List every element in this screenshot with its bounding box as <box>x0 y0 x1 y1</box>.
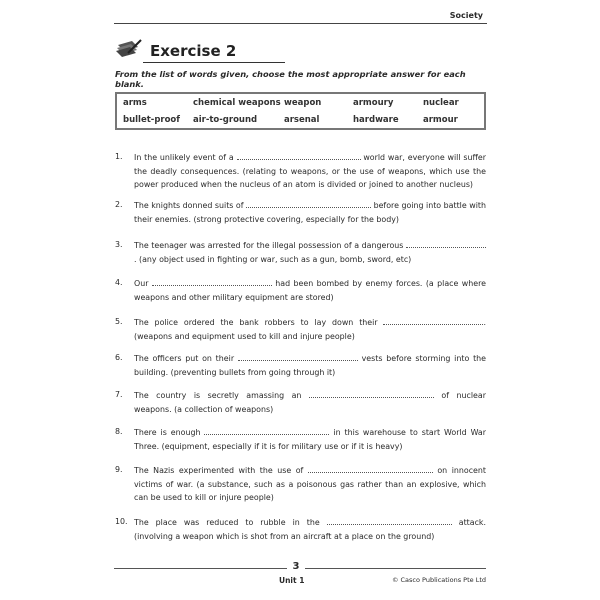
answer-blank[interactable] <box>246 198 371 208</box>
answer-blank[interactable] <box>152 276 272 286</box>
question-item <box>115 425 486 453</box>
question-number: 5. <box>115 317 123 326</box>
word-bank-item: armoury <box>353 98 394 108</box>
answer-blank[interactable] <box>383 315 483 325</box>
footer-rule <box>305 568 486 569</box>
question-item <box>115 150 486 192</box>
question-text: . (weapons and equipment used to kill and injure people) <box>134 318 486 341</box>
question-item <box>115 388 486 416</box>
question-item <box>115 463 486 505</box>
question-number: 6. <box>115 353 123 362</box>
question-text: The place was reduced to rubble in the <box>134 518 320 527</box>
question-text: attack. (involving a weapon which is shot from an aircraft at a place on the ground) <box>134 518 487 541</box>
answer-blank[interactable] <box>238 351 358 361</box>
question-text: before going into battle with their enemies. (strong protective covering, especially for the body) <box>134 201 486 224</box>
question-text: There is enough <box>134 428 201 437</box>
question-text: on innocent victims of war. (a substance, such as a poisonous gas rather than an explosive, which can be used to kill or injure people) <box>134 466 487 502</box>
question-text: The police ordered the bank robbers to lay down their <box>134 318 378 327</box>
question-text: vests before storming into the building. (preventing bullets from going through it) <box>134 354 487 377</box>
question-item <box>115 276 486 304</box>
answer-blank[interactable] <box>308 463 433 473</box>
question-text: In the unlikely event of a <box>134 153 234 162</box>
question-number: 2. <box>115 200 123 209</box>
question-number: 7. <box>115 390 123 399</box>
question-text: . (any object used in fighting or war, such as a gun, bomb, sword, etc) <box>134 254 412 264</box>
question-item <box>115 198 486 226</box>
question-text: The country is secretly amassing an <box>134 391 302 400</box>
word-bank-item: chemical weapons <box>193 98 281 108</box>
copyright-text: © Casco Publications Pte Ltd <box>391 576 486 584</box>
question-item <box>115 238 486 266</box>
question-item <box>115 515 486 543</box>
word-bank-item: bullet-proof <box>123 115 180 125</box>
word-bank-item: nuclear <box>423 98 459 108</box>
exercise-title: Exercise 2 <box>150 42 237 60</box>
answer-blank[interactable] <box>406 238 486 248</box>
unit-label: Unit 1 <box>279 576 305 585</box>
page-number: 3 <box>292 561 300 572</box>
word-bank-item: arms <box>123 98 147 108</box>
question-text: of nuclear weapons. (a collection of weapons) <box>134 391 486 414</box>
question-text: world war, everyone will suffer the deadly consequences. (relating to weapons, or the use of weapons, which use the power produced when the nucleus of an atom is divided or joined to another nucleus) <box>134 153 487 189</box>
question-number: 4. <box>115 278 123 287</box>
word-bank-item: armour <box>423 115 458 125</box>
question-text: The Nazis experimented with the use of <box>134 466 304 475</box>
question-number: 8. <box>115 427 123 436</box>
pen-and-paper-icon <box>116 39 142 59</box>
answer-blank[interactable] <box>327 515 452 525</box>
question-number: 1. <box>115 152 123 161</box>
word-bank <box>115 92 486 130</box>
question-item <box>115 315 486 343</box>
question-text: Our <box>134 279 149 288</box>
question-text: The knights donned suits of <box>134 201 244 210</box>
question-number: 3. <box>115 240 123 249</box>
header-rule <box>114 23 487 24</box>
footer-rule <box>114 568 287 569</box>
answer-blank[interactable] <box>204 425 329 435</box>
answer-blank[interactable] <box>309 388 434 398</box>
section-label: Society <box>449 11 483 20</box>
question-number: 9. <box>115 465 123 474</box>
instruction-text: From the list of words given, choose the most appropriate answer for each blank. <box>115 69 466 89</box>
question-text: had been bombed by enemy forces. (a place where weapons and other military equipment are stored) <box>134 279 487 302</box>
word-bank-item: hardware <box>353 115 399 125</box>
word-bank-item: weapon <box>284 98 322 108</box>
question-text: in this warehouse to start World War Three. (equipment, especially if it is for military use or if it is heavy) <box>134 428 486 451</box>
word-bank-item: air-to-ground <box>193 115 258 125</box>
question-number: 10. <box>115 517 128 526</box>
question-text: The officers put on their <box>134 354 235 363</box>
question-text: The teenager was arrested for the illegal possession of a dangerous <box>134 241 404 250</box>
answer-blank[interactable] <box>237 150 361 160</box>
question-item <box>115 351 486 379</box>
word-bank-item: arsenal <box>284 115 320 125</box>
title-underline <box>143 62 285 63</box>
